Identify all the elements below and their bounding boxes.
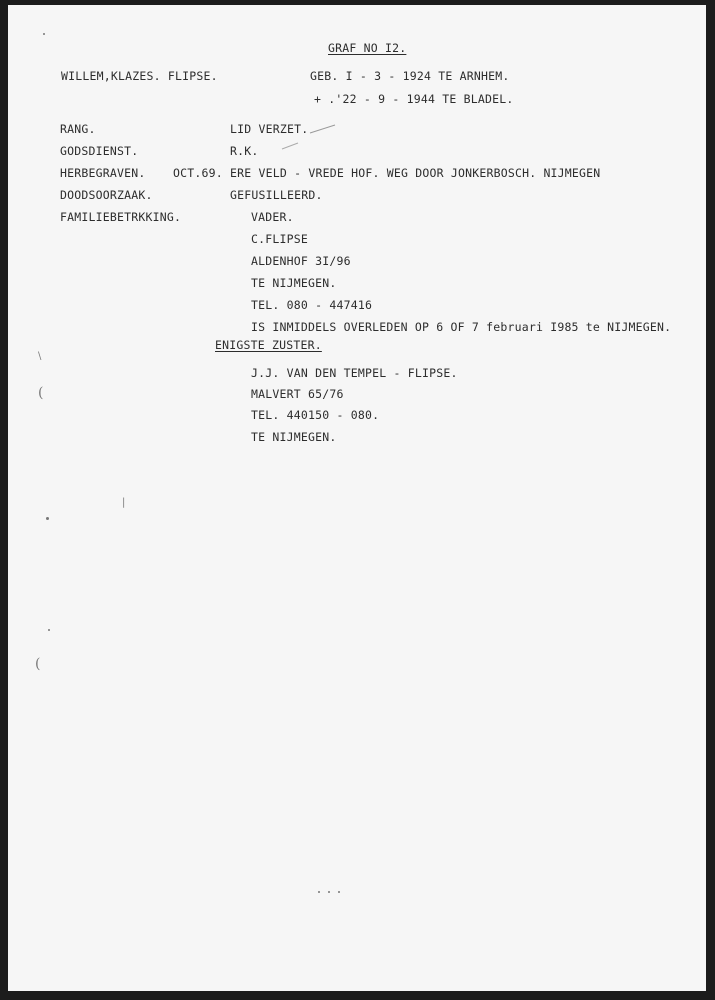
sister-name: J.J. VAN DEN TEMPEL - FLIPSE.	[251, 366, 458, 380]
scan-speck	[338, 891, 340, 893]
family-label: FAMILIEBETRKKING.	[60, 210, 182, 224]
sister-address: MALVERT 65/76	[251, 387, 344, 401]
father-phone: TEL. 080 - 447416	[251, 298, 373, 312]
father-relation: VADER.	[251, 210, 294, 224]
reburied-date: OCT.69.	[173, 166, 223, 180]
sister-heading: ENIGSTE ZUSTER.	[215, 338, 322, 352]
pencil-stroke-icon	[280, 123, 340, 153]
father-address: ALDENHOF 3I/96	[251, 254, 351, 268]
cause-of-death-value: GEFUSILLEERD.	[230, 188, 323, 202]
birth-info: GEB. I - 3 - 1924 TE ARNHEM.	[310, 69, 510, 83]
sister-city: TE NIJMEGEN.	[251, 430, 337, 444]
document-page	[8, 5, 706, 991]
scan-speck	[48, 629, 50, 631]
death-info: + .'22 - 9 - 1944 TE BLADEL.	[314, 92, 514, 106]
religion-label: GODSDIENST.	[60, 144, 139, 158]
scan-speck	[46, 517, 49, 520]
rank-label: RANG.	[60, 122, 96, 136]
cause-of-death-label: DOODSOORZAAK.	[60, 188, 153, 202]
grave-number: GRAF NO I2.	[328, 41, 407, 55]
rank-value: LID VERZET.	[230, 122, 309, 136]
scan-mark-icon: (	[38, 385, 44, 401]
scan-mark-icon: \	[38, 351, 42, 362]
father-name: C.FLIPSE	[251, 232, 308, 246]
religion-value: R.K.	[230, 144, 259, 158]
reburied-label: HERBEGRAVEN.	[60, 166, 146, 180]
person-name: WILLEM,KLAZES. FLIPSE.	[61, 69, 218, 83]
scan-speck	[328, 891, 330, 893]
scan-mark-icon: |	[122, 497, 126, 508]
father-city: TE NIJMEGEN.	[251, 276, 337, 290]
scan-mark-icon: (	[35, 656, 41, 672]
reburied-place: ERE VELD - VREDE HOF. WEG DOOR JONKERBOSCH. NIJMEGEN	[230, 166, 601, 180]
father-note: IS INMIDDELS OVERLEDEN OP 6 OF 7 februari I985 te NIJMEGEN.	[251, 320, 672, 334]
scan-speck	[318, 891, 320, 893]
scan-speck	[43, 33, 45, 35]
sister-phone: TEL. 440150 - 080.	[251, 408, 380, 422]
